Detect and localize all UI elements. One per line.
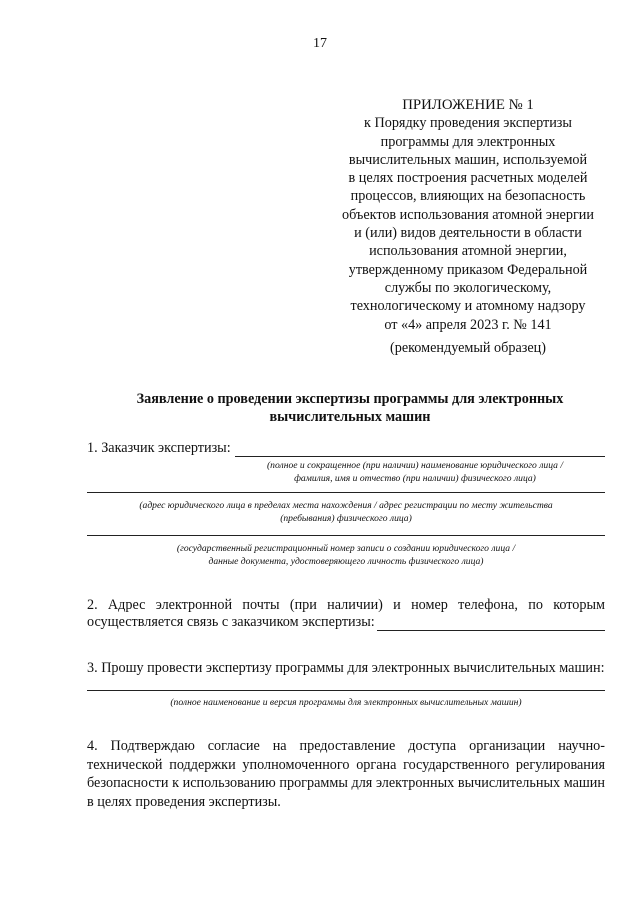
customer-registration-caption: (государственный регистрационный номер записи о создании юридического лица / данные документа, удостоверяющего личность физического лица) <box>176 543 516 567</box>
program-name-caption: (полное наименование и версия программы для электронных вычислительных машин) <box>170 697 522 708</box>
appendix-line: от «4» апреля 2023 г. № 141 <box>384 316 552 333</box>
appendix-line: процессов, влияющих на безопасность <box>350 188 586 205</box>
title-line: вычислительных машин <box>269 409 431 425</box>
sample-note: (рекомендуемый образец) <box>390 340 546 356</box>
customer-registration-field[interactable] <box>87 535 605 536</box>
customer-address-field[interactable] <box>87 492 605 493</box>
appendix-line: утвержденному приказом Федеральной <box>348 261 588 278</box>
appendix-line: к Порядку проведения экспертизы <box>364 115 572 132</box>
appendix-line: вычислительных машин, используемой <box>348 151 588 168</box>
contact-row <box>87 614 605 631</box>
appendix-line: объектов использования атомной энергии <box>342 206 594 223</box>
contact-field[interactable] <box>377 616 605 631</box>
appendix-line: программы для электронных <box>380 133 556 150</box>
page-number: 17 <box>313 36 327 51</box>
appendix-line: технологическому и атомному надзору <box>350 298 586 315</box>
appendix-line: службы по экологическому, <box>384 279 552 296</box>
appendix-header <box>318 96 618 334</box>
appendix-line: в целях построения расчетных моделей <box>348 170 588 187</box>
program-name-field[interactable] <box>87 690 605 691</box>
consent-paragraph: 4. Подтверждаю согласие на предоставление доступа организации научно-технической поддержки уполномоченного органа государственного регулирования безопасности к использованию программы для электронных вычислительных машин в целях проведения экспертизы. <box>87 738 605 810</box>
document-title <box>80 390 620 426</box>
customer-address-caption: (адрес юридического лица в пределах места нахождения / адрес регистрации по месту жительства (пребывания) физического лица) <box>139 500 553 524</box>
appendix-line: использования атомной энергии, <box>369 243 567 260</box>
contact-text-line1: 2. Адрес электронной почты (при наличии) и номер телефона, по которым <box>87 597 605 613</box>
customer-name-caption: (полное и сокращенное (при наличии) наименование юридического лица / фамилия, имя и отчество (при наличии) физического лица) <box>266 460 564 484</box>
customer-row <box>87 440 605 457</box>
program-request-label: 3. Прошу провести экспертизу программы для электронных вычислительных машин: <box>87 660 605 676</box>
appendix-line: и (или) видов деятельности в области <box>354 225 582 242</box>
customer-label: 1. Заказчик экспертизы: <box>87 440 231 456</box>
title-line: Заявление о проведении экспертизы программы для электронных <box>136 391 564 407</box>
customer-name-field[interactable] <box>235 442 605 457</box>
appendix-heading: ПРИЛОЖЕНИЕ № 1 <box>402 97 534 113</box>
contact-label: осуществляется связь с заказчиком экспертизы: <box>87 614 375 630</box>
